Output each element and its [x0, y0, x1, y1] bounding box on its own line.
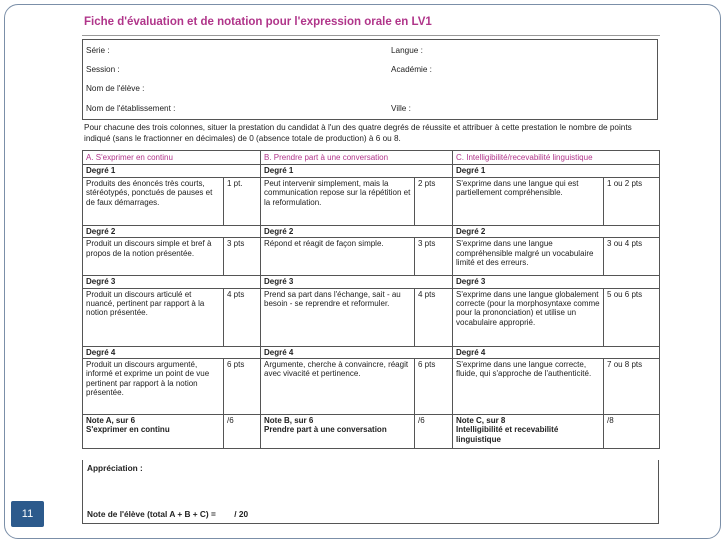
- criterion-c-text: S'exprime dans une langue qui est partiellement compréhensible.: [453, 177, 604, 225]
- title-divider: [82, 35, 660, 36]
- evaluation-sheet: [70, 13, 662, 524]
- column-header-a: A. S'exprimer en continu: [83, 151, 261, 165]
- criterion-b-text: Prend sa part dans l'échange, sait - au besoin - se reprendre et reformuler.: [261, 288, 415, 346]
- criterion-b-text: Argumente, cherche à convaincre, réagit avec vivacité et pertinence.: [261, 359, 415, 415]
- degree-label: Degré 2: [83, 225, 261, 237]
- student-name-label: Nom de l'élève :: [86, 84, 145, 93]
- degree-2-row: [83, 238, 660, 276]
- degree-label: Degré 3: [83, 276, 261, 288]
- degree-label: Degré 2: [261, 225, 453, 237]
- degree-label: Degré 1: [261, 165, 453, 177]
- degree-label: Degré 1: [83, 165, 261, 177]
- langue-label: Langue :: [391, 46, 423, 55]
- degree-3-row: [83, 288, 660, 346]
- degree-label: Degré 3: [453, 276, 660, 288]
- criterion-b-points: 4 pts: [415, 288, 453, 346]
- criterion-a-text: Produit un discours argumenté, informé et exprime un point de vue pertinent par rapport à la notion présentée.: [83, 359, 224, 415]
- note-a-label: Note A, sur 6 S'exprimer en continu: [83, 415, 224, 449]
- note-c-max: /8: [604, 415, 660, 449]
- instructions-text: Pour chacune des trois colonnes, situer la prestation du candidat à l'un des quatre degrés de réussite et attribuer à cette prestation le nombre de points indiqué (sans le fractionner en décimales) de 0 (absence totale de production) à 6 ou 8.: [84, 123, 632, 143]
- criterion-a-points: 4 pts: [224, 288, 261, 346]
- degree-label: Degré 2: [453, 225, 660, 237]
- degree-4-header-row: [83, 346, 660, 358]
- note-c-label: Note C, sur 8 Intelligibilité et recevabilité linguistique: [453, 415, 604, 449]
- criterion-b-text: Répond et réagit de façon simple.: [261, 238, 415, 276]
- criterion-b-points: 6 pts: [415, 359, 453, 415]
- column-header-b: B. Prendre part à une conversation: [261, 151, 453, 165]
- session-label: Session :: [86, 65, 120, 74]
- degree-label: Degré 4: [453, 346, 660, 358]
- criterion-a-points: 1 pt.: [224, 177, 261, 225]
- criterion-c-points: 7 ou 8 pts: [604, 359, 660, 415]
- criterion-a-points: 6 pts: [224, 359, 261, 415]
- criterion-c-text: S'exprime dans une langue compréhensible malgré un vocabulaire limité et des erreurs.: [453, 238, 604, 276]
- criterion-b-points: 2 pts: [415, 177, 453, 225]
- criterion-c-points: 1 ou 2 pts: [604, 177, 660, 225]
- criterion-a-text: Produits des énoncés très courts, stéréotypés, ponctués de pauses et de faux démarrages.: [83, 177, 224, 225]
- column-header-c: C. Intelligibilité/recevabilité linguistique: [453, 151, 660, 165]
- degree-label: Degré 3: [261, 276, 453, 288]
- appreciation-label: Appréciation :: [87, 463, 143, 473]
- degree-1-row: [83, 177, 660, 225]
- school-name-label: Nom de l'établissement :: [86, 104, 176, 113]
- degree-1-header-row: [83, 165, 660, 177]
- slide-number-badge: 11: [11, 501, 44, 527]
- degree-2-header-row: [83, 225, 660, 237]
- appreciation-box: [82, 460, 659, 524]
- criterion-a-text: Produit un discours articulé et nuancé, pertinent par rapport à la notion présentée.: [83, 288, 224, 346]
- note-a-max: /6: [224, 415, 261, 449]
- academie-label: Académie :: [391, 65, 432, 74]
- note-b-max: /6: [415, 415, 453, 449]
- criterion-a-points: 3 pts: [224, 238, 261, 276]
- subtotal-row: [83, 415, 660, 449]
- final-score-line: Note de l'élève (total A + B + C) = / 20: [87, 509, 249, 519]
- criterion-c-text: S'exprime dans une langue globalement correcte (pour la morphosyntaxe comme pour la prononciation) et utilise un vocabulaire approprié.: [453, 288, 604, 346]
- sheet-title: Fiche d'évaluation et de notation pour l'expression orale en LV1: [84, 16, 432, 28]
- criterion-a-text: Produit un discours simple et bref à propos de la notion présentée.: [83, 238, 224, 276]
- degree-4-row: [83, 359, 660, 415]
- degree-label: Degré 1: [453, 165, 660, 177]
- serie-label: Série :: [86, 46, 110, 55]
- criterion-c-points: 5 ou 6 pts: [604, 288, 660, 346]
- degree-label: Degré 4: [83, 346, 261, 358]
- criterion-c-text: S'exprime dans une langue correcte, fluide, qui s'approche de l'authenticité.: [453, 359, 604, 415]
- degree-label: Degré 4: [261, 346, 453, 358]
- grid-column-headers: [83, 151, 660, 165]
- criterion-b-text: Peut intervenir simplement, mais la communication repose sur la répétition et la reformulation.: [261, 177, 415, 225]
- criterion-b-points: 3 pts: [415, 238, 453, 276]
- criterion-c-points: 3 ou 4 pts: [604, 238, 660, 276]
- ville-label: Ville :: [391, 104, 411, 113]
- note-b-label: Note B, sur 6 Prendre part à une conversation: [261, 415, 415, 449]
- degree-3-header-row: [83, 276, 660, 288]
- evaluation-grid: [82, 150, 660, 449]
- candidate-info-box: [82, 39, 658, 120]
